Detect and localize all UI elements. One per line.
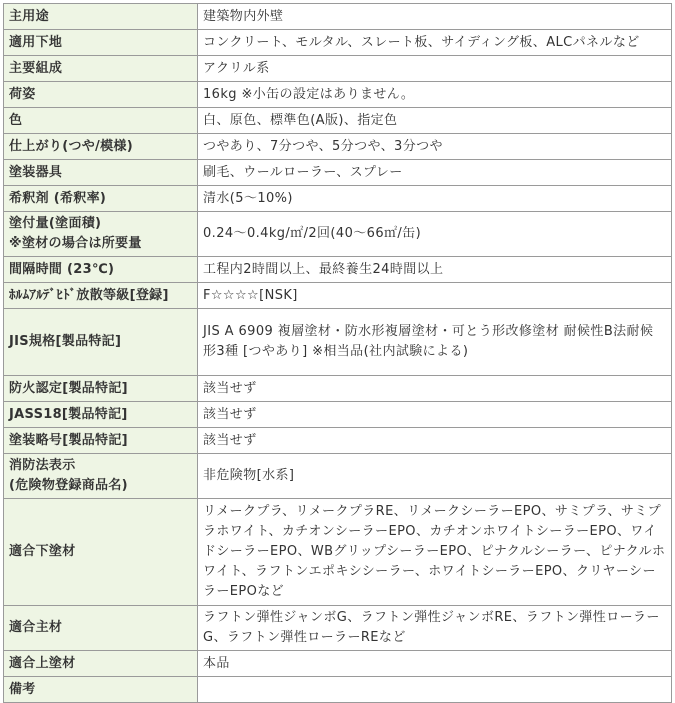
row-label: 備考 — [4, 677, 198, 703]
table-row — [4, 606, 672, 651]
row-label: 主用途 — [4, 4, 198, 30]
row-value: コンクリート、モルタル、スレート板、サイディング板、ALCパネルなど — [198, 30, 672, 56]
row-label: 塗装略号[製品特記] — [4, 428, 198, 454]
row-label: ﾎﾙﾑｱﾙﾃﾞﾋﾄﾞ放散等級[登録] — [4, 283, 198, 309]
row-value: F☆☆☆☆[NSK] — [198, 283, 672, 309]
table-row — [4, 160, 672, 186]
row-value: リメークプラ、リメークプラRE、リメークシーラーEPO、サミプラ、サミプラホワイト、カチオンシーラーEPO、カチオンホワイトシーラーEPO、ワイドシーラーEPO、WBグリップシーラーEPO、ピナクルシーラー、ピナクルホワイト、ラフトンエポキシシーラー、ホワイトシーラーEPO、クリヤーシーラーEPOなど — [198, 499, 672, 606]
table-row — [4, 428, 672, 454]
table-row — [4, 651, 672, 677]
row-value: 白、原色、標準色(A版)、指定色 — [198, 108, 672, 134]
row-value: ラフトン弾性ジャンボG、ラフトン弾性ジャンボRE、ラフトン弾性ローラーG、ラフトン弾性ローラーREなど — [198, 606, 672, 651]
table-row — [4, 82, 672, 108]
row-value: 建築物内外壁 — [198, 4, 672, 30]
row-value: 該当せず — [198, 376, 672, 402]
row-label: 主要組成 — [4, 56, 198, 82]
row-value: 本品 — [198, 651, 672, 677]
row-label — [4, 212, 198, 257]
row-value: 清水(5～10%) — [198, 186, 672, 212]
table-row — [4, 108, 672, 134]
table-row — [4, 402, 672, 428]
row-value: 非危険物[水系] — [198, 454, 672, 499]
table-row — [4, 134, 672, 160]
table-row — [4, 309, 672, 376]
row-label-line: 塗付量(塗面積) — [9, 216, 102, 231]
table-row — [4, 376, 672, 402]
row-value: JIS A 6909 複層塗材・防水形複層塗材・可とう形改修塗材 耐候性B法耐候形3種 [つやあり] ※相当品(社内試験による) — [198, 309, 672, 376]
table-row — [4, 56, 672, 82]
row-label-note: (危険物登録商品名) — [9, 478, 128, 493]
table-row — [4, 212, 672, 257]
row-label: 色 — [4, 108, 198, 134]
row-value: アクリル系 — [198, 56, 672, 82]
row-label — [4, 454, 198, 499]
row-value: 刷毛、ウールローラー、スプレー — [198, 160, 672, 186]
row-label: 適合上塗材 — [4, 651, 198, 677]
row-value: 16kg ※小缶の設定はありません。 — [198, 82, 672, 108]
table-row — [4, 4, 672, 30]
table-row — [4, 283, 672, 309]
table-row — [4, 454, 672, 499]
row-label-note: ※塗材の場合は所要量 — [9, 236, 142, 251]
spec-table — [3, 3, 672, 703]
row-label: 適合主材 — [4, 606, 198, 651]
row-value: 0.24～0.4kg/㎡/2回(40～66㎡/缶) — [198, 212, 672, 257]
table-row — [4, 499, 672, 606]
row-value: つやあり、7分つや、5分つや、3分つや — [198, 134, 672, 160]
row-label: 適用下地 — [4, 30, 198, 56]
row-label: 塗装器具 — [4, 160, 198, 186]
row-label: 防火認定[製品特記] — [4, 376, 198, 402]
row-value: 工程内2時間以上、最終養生24時間以上 — [198, 257, 672, 283]
table-row — [4, 186, 672, 212]
row-value: 該当せず — [198, 402, 672, 428]
table-row — [4, 257, 672, 283]
row-label: 適合下塗材 — [4, 499, 198, 606]
row-label: 間隔時間 (23℃) — [4, 257, 198, 283]
row-value: 該当せず — [198, 428, 672, 454]
row-label: JIS規格[製品特記] — [4, 309, 198, 376]
row-label: 仕上がり(つや/模様) — [4, 134, 198, 160]
table-row — [4, 30, 672, 56]
row-label: JASS18[製品特記] — [4, 402, 198, 428]
row-label: 希釈剤 (希釈率) — [4, 186, 198, 212]
row-label-line: 消防法表示 — [9, 458, 76, 473]
row-label: 荷姿 — [4, 82, 198, 108]
